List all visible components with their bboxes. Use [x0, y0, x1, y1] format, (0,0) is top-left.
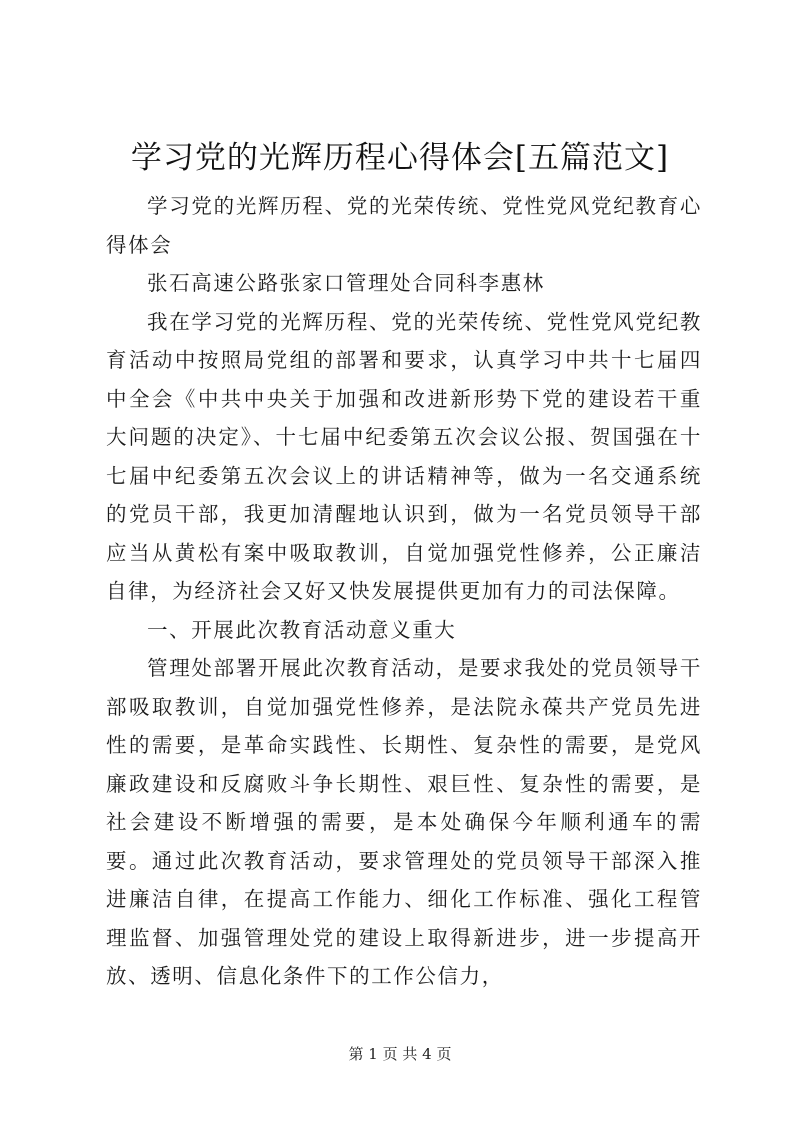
subtitle-paragraph: 学习党的光辉历程、党的光荣传统、党性党风党纪教育心得体会	[106, 194, 702, 257]
page-number-footer: 第 1 页 共 4 页	[348, 1045, 452, 1063]
document-body	[106, 187, 702, 996]
body-paragraph: 管理处部署开展此次教育活动，是要求我处的党员领导干部吸取教训，自觉加强党性修养，是法院永葆共产党员先进性的需要，是革命实践性、长期性、复杂性的需要，是党风廉政建设和反腐败斗争长期性、艰巨性、复杂性的需要，是社会建设不断增强的需要，是本处确保今年顺利通车的需要。通过此次教育活动，要求管理处的党员领导干部深入推进廉洁自律，在提高工作能力、细化工作标准、强化工程管理监督、加强管理处党的建设上取得新进步，进一步提高开放、透明、信息化条件下的工作公信力，	[106, 656, 702, 988]
document-title: 学习党的光辉历程心得体会[五篇范文]	[130, 140, 670, 176]
author-line: 张石高速公路张家口管理处合同科李惠林	[147, 271, 545, 295]
section-heading: 一、开展此次教育活动意义重大	[147, 617, 457, 642]
body-paragraph: 我在学习党的光辉历程、党的光荣传统、党性党风党纪教育活动中按照局党组的部署和要求，认真学习中共十七届四中全会《中共中央关于加强和改进新形势下党的建设若干重大问题的决定》、十七届中纪委第五次会议公报、贺国强在十七届中纪委第五次会议上的讲话精神等，做为一名交通系统的党员干部，我更加清醒地认识到，做为一名党员领导干部应当从黄松有案中吸取教训，自觉加强党性修养，公正廉洁自律，为经济社会又好又快发展提供更加有力的司法保障。	[106, 309, 702, 603]
